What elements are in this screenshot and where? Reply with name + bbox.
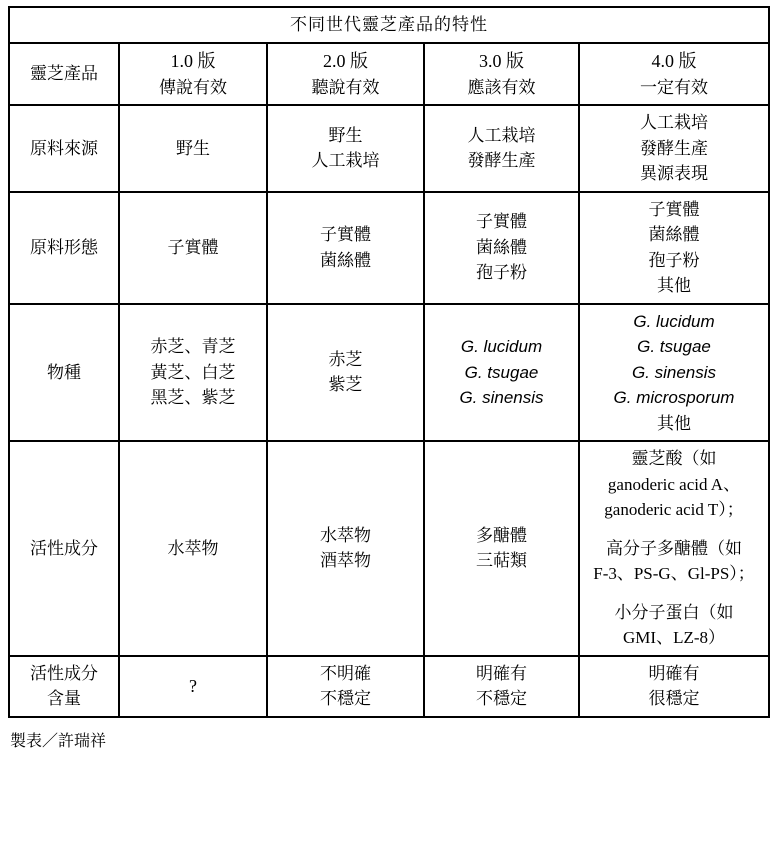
cell-line: 活性成分: [30, 663, 98, 683]
cell-line: 人工栽培: [467, 125, 536, 145]
cell-line: GMI、LZ-8）: [623, 628, 725, 647]
ingredient-group-polysaccharide: [582, 536, 766, 587]
row-label-active-ingredients: 活性成分: [9, 441, 119, 656]
cell-line: G. sinensis: [459, 388, 544, 407]
cell-line: 子實體: [476, 212, 527, 232]
cell-line: 菌絲體: [476, 237, 527, 257]
cell-line: G. microsporum: [613, 388, 735, 407]
cell-line: 赤芝: [328, 349, 363, 369]
row-label-ingredient-content: [9, 656, 119, 717]
cell-line: 黃芝、白芝: [150, 362, 236, 382]
cell-line: 子實體: [167, 237, 219, 257]
table-row-material-form: [9, 192, 769, 304]
cell-material-source-v1: [119, 105, 267, 192]
version-label-v2: 2.0 版: [323, 50, 368, 71]
table-row-material-source: [9, 105, 769, 192]
table-title-row: [9, 7, 769, 43]
cell-line: 不穩定: [320, 689, 371, 708]
cell-line: 發酵生產: [467, 151, 536, 171]
column-header-v3: [424, 43, 579, 106]
cell-line: 小分子蛋白（如: [614, 602, 734, 622]
cell-line: 人工栽培: [311, 151, 380, 171]
cell-line: 菌絲體: [320, 250, 371, 270]
cell-line: G. lucidum: [460, 337, 543, 356]
cell-ingredient-content-v2: [267, 656, 424, 717]
table-row-species: [9, 304, 769, 442]
cell-line: ganoderic acid T）；: [604, 500, 744, 519]
cell-line: 子實體: [320, 225, 371, 244]
claim-label-v4: 一定有效: [640, 77, 708, 97]
cell-active-ingredients-v4: [579, 441, 769, 656]
version-label-v1: 1.0 版: [170, 50, 216, 71]
cell-line: 水萃物: [167, 538, 219, 558]
cell-line: 靈芝酸（如: [631, 449, 717, 468]
cell-ingredient-content-v1: [119, 656, 267, 717]
cell-material-form-v4: [579, 192, 769, 304]
cell-active-ingredients-v2: [267, 441, 424, 656]
cell-line: 不明確: [320, 663, 371, 683]
cell-line: 赤芝、青芝: [150, 337, 236, 356]
cell-line: 含量: [47, 689, 81, 708]
characteristics-table: [8, 6, 770, 718]
cell-line: 孢子粉: [648, 250, 700, 270]
version-label-v3: 3.0 版: [479, 50, 524, 71]
claim-label-v3: 應該有效: [467, 77, 536, 97]
cell-line: 明確有: [648, 663, 700, 683]
cell-ingredient-content-v4: [579, 656, 769, 717]
table-row-ingredient-content: [9, 656, 769, 717]
cell-ingredient-content-v3: [424, 656, 579, 717]
cell-material-source-v2: [267, 105, 424, 192]
cell-line: 酒萃物: [320, 551, 371, 571]
row-label-material-form: 原料形態: [9, 192, 119, 304]
cell-line: 其他: [657, 413, 691, 433]
column-header-v4: [579, 43, 769, 106]
cell-line: G. sinensis: [631, 362, 717, 382]
cell-line: 發酵生產: [640, 138, 708, 158]
ingredient-group-protein: [582, 600, 766, 651]
cell-line: G. tsugae: [637, 337, 711, 356]
cell-line: ?: [189, 675, 197, 696]
cell-material-source-v4: [579, 105, 769, 192]
cell-species-v2: [267, 304, 424, 442]
cell-line: 明確有: [476, 663, 527, 683]
cell-line: 子實體: [648, 199, 700, 219]
table-header-row: [9, 43, 769, 106]
cell-line: 水萃物: [320, 525, 371, 545]
cell-line: 野生: [328, 125, 363, 145]
cell-material-source-v3: [424, 105, 579, 192]
ingredient-group-ganoderic-acid: [582, 446, 766, 523]
cell-line: 孢子粉: [476, 263, 527, 283]
cell-active-ingredients-v1: [119, 441, 267, 656]
cell-species-v1: [119, 304, 267, 442]
cell-material-form-v2: [267, 192, 424, 304]
cell-line: 菌絲體: [648, 225, 700, 244]
row-label-header: 靈芝產品: [9, 43, 119, 106]
version-label-v4: 4.0 版: [651, 50, 697, 71]
cell-line: 高分子多醣體（如: [606, 538, 742, 558]
cell-line: 人工栽培: [640, 113, 708, 132]
cell-line: F-3、PS-G、Gl-PS）；: [593, 564, 755, 583]
claim-label-v1: 傳說有效: [159, 77, 227, 97]
cell-line: 其他: [657, 276, 691, 295]
cell-line: 紫芝: [328, 375, 363, 395]
cell-material-form-v1: [119, 192, 267, 304]
column-header-v1: [119, 43, 267, 106]
cell-line: ganoderic acid A、: [607, 474, 741, 494]
cell-material-form-v3: [424, 192, 579, 304]
page-title: 不同世代靈芝產品的特性: [9, 7, 769, 43]
cell-active-ingredients-v3: [424, 441, 579, 656]
table-credit: 製表／許瑞祥: [10, 732, 107, 750]
cell-line: 黑芝、紫芝: [150, 388, 236, 407]
cell-line: G. lucidum: [633, 311, 715, 331]
row-label-species: 物種: [9, 304, 119, 442]
cell-line: 異源表現: [640, 164, 708, 183]
column-header-v2: [267, 43, 424, 106]
table-row-active-ingredients: [9, 441, 769, 656]
cell-line: 三萜類: [476, 551, 527, 571]
cell-species-v4: [579, 304, 769, 442]
cell-line: 不穩定: [476, 689, 527, 708]
cell-species-v3: [424, 304, 579, 442]
cell-line: G. tsugae: [464, 362, 539, 382]
cell-line: 多醣體: [476, 525, 527, 545]
cell-line: 野生: [176, 138, 210, 158]
cell-line: 很穩定: [648, 689, 700, 708]
row-label-material-source: 原料來源: [9, 105, 119, 192]
claim-label-v2: 聽說有效: [311, 77, 380, 97]
